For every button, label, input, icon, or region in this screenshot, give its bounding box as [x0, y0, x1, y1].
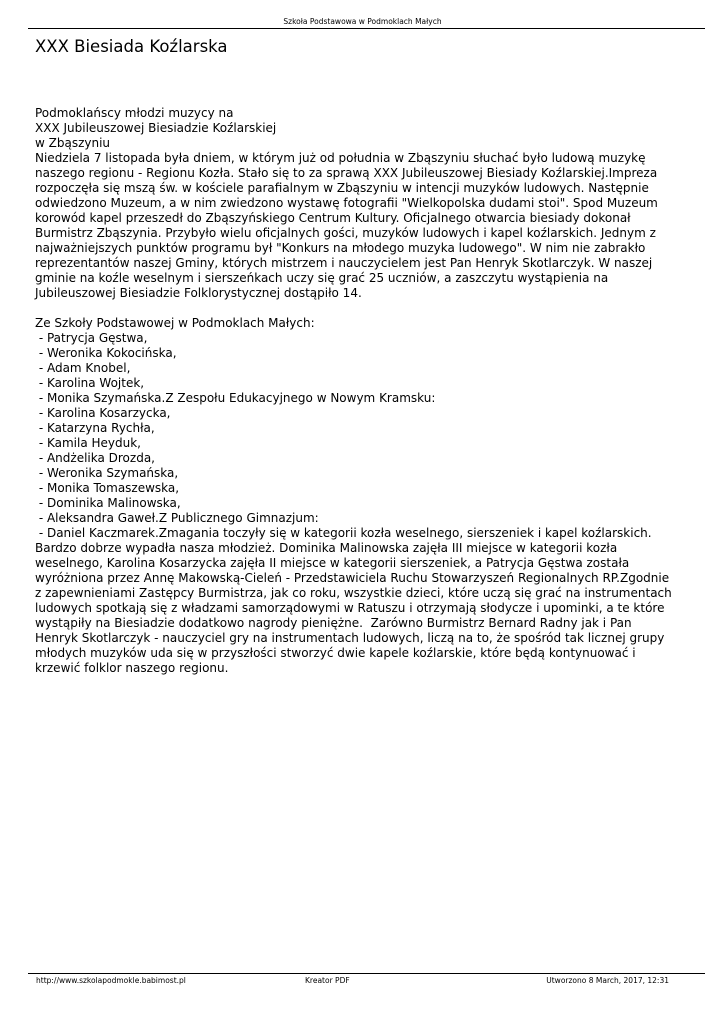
article-line: - Aleksandra Gaweł.Z Publicznego Gimnazjum:	[35, 511, 319, 525]
article-line: Bardzo dobrze wypadła nasza młodzież. Dominika Malinowska zajęła III miejsce w kategorii kozła	[35, 541, 618, 555]
article-line: - Dominika Malinowska,	[35, 496, 181, 510]
article-line: - Weronika Szymańska,	[35, 466, 179, 480]
article-line: z zapewnieniami Zastępcy Burmistrza, jak co roku, wszystkie dzieci, które uczą się grać na instrumentach	[35, 586, 672, 600]
article-line: - Adam Knobel,	[35, 361, 131, 375]
footer-generator: Kreator PDF	[305, 976, 350, 985]
header-divider	[28, 28, 705, 29]
article-line: w Zbąszyniu	[35, 136, 111, 150]
article-line: - Daniel Kaczmarek.Zmagania toczyły się w kategorii kozła weselnego, sierszeniek i kapel koźlarskich.	[35, 526, 652, 540]
article-line: naszego regionu - Regionu Kozła. Stało się to za sprawą XXX Jubileuszowej Biesiady Koźlarskiej.Impreza	[35, 166, 658, 180]
article-line: Jubileuszowej Biesiadzie Folklorystycznej dostąpiło 14.	[35, 286, 362, 300]
article-line: - Karolina Wojtek,	[35, 376, 145, 390]
article-line: - Karolina Kosarzycka,	[35, 406, 171, 420]
article-line: XXX Jubileuszowej Biesiadzie Koźlarskiej	[35, 121, 277, 135]
document-title: XXX Biesiada Koźlarska	[35, 37, 228, 56]
article-line: korowód kapel przeszedł do Zbąszyńskiego Centrum Kultury. Oficjalnego otwarcia biesiady dokonał	[35, 211, 631, 225]
article-line: Burmistrz Zbąszynia. Przybyło wielu oficjalnych gości, muzyków ludowych i kapel koźlarskich. Jednym z	[35, 226, 656, 240]
footer-created-date: Utworzono 8 March, 2017, 12:31	[546, 976, 669, 985]
article-line: - Kamila Heyduk,	[35, 436, 141, 450]
article-line: reprezentantów naszej Gminy, których mistrzem i nauczycielem jest Pan Henryk Skotlarczyk. W naszej	[35, 256, 653, 270]
article-line: gminie na koźle weselnym i sierszeńkach uczy się grać 25 uczniów, a zaszczytu wystąpienia na	[35, 271, 609, 285]
article-line: - Katarzyna Rychła,	[35, 421, 155, 435]
article-line: wyróżniona przez Annę Makowską-Cieleń - Przedstawiciela Ruchu Stowarzyszeń Regionalnych RP.Zgodnie	[35, 571, 670, 585]
article-line: najważniejszych punktów programu był "Konkurs na młodego muzyka ludowego". W nim nie zabrakło	[35, 241, 646, 255]
article-line: wystąpiły na Biesiadzie dodatkowo nagrody pieniężne. Zarówno Burmistrz Bernard Radny jak i Pan	[35, 616, 632, 630]
footer-url-link[interactable]: http://www.szkolapodmokle.babimost.pl	[36, 976, 186, 985]
article-line: odwiedzono Muzeum, a w nim zwiedzono wystawę fotografii "Wielkopolska dudami stoi". Spod Muzeum	[35, 196, 658, 210]
article-line: - Patrycja Gęstwa,	[35, 331, 148, 345]
article-line: Podmoklańscy młodzi muzycy na	[35, 106, 234, 120]
article-line: - Monika Szymańska.Z Zespołu Edukacyjnego w Nowym Kramsku:	[35, 391, 436, 405]
article-line: weselnego, Karolina Kosarzycka zajęła II miejsce w kategorii sierszeniek, a Patrycja Gęstwa została	[35, 556, 630, 570]
article-line: - Monika Tomaszewska,	[35, 481, 180, 495]
article-line: - Weronika Kokocińska,	[35, 346, 177, 360]
article-line: młodych muzyków uda się w przyszłości stworzyć dwie kapele koźlarskie, które będą kontynuować i	[35, 646, 636, 660]
article-line: Niedziela 7 listopada była dniem, w którym już od południa w Zbąszyniu słuchać było ludową muzykę	[35, 151, 646, 165]
article-line: Henryk Skotlarczyk - nauczyciel gry na instrumentach ludowych, liczą na to, że spośród tak licznej grupy	[35, 631, 665, 645]
article-line: Ze Szkoły Podstawowej w Podmoklach Małych:	[35, 316, 315, 330]
article-body	[35, 106, 703, 676]
article-line	[35, 301, 703, 316]
article-line: - Andżelika Drozda,	[35, 451, 155, 465]
article-line: krzewić folklor naszego regionu.	[35, 661, 229, 675]
article-line: rozpoczęła się mszą św. w kościele parafialnym w Zbąszyniu w intencji muzyków ludowych. Następnie	[35, 181, 649, 195]
footer-divider	[28, 973, 705, 974]
page-header: Szkoła Podstawowa w Podmoklach Małych	[283, 17, 442, 26]
article-line: ludowych spotkają się z władzami samorządowymi w Ratuszu i otrzymają słodycze i upominki, a te które	[35, 601, 665, 615]
